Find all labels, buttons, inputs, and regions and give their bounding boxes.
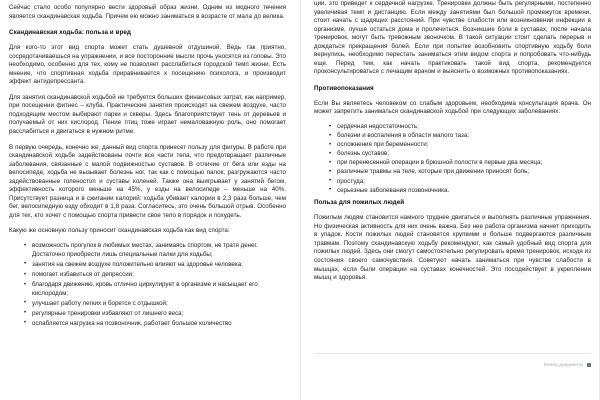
list-item: • возможность прогулок в любимых местах, занимаясь спортом, не тратя денег. Достаточно приобрести лишь специальные палки для ходьбы; <box>31 242 286 259</box>
end-of-document-row <box>314 362 591 367</box>
section-heading-elderly-benefits: Польза для пожилых людей <box>314 199 405 207</box>
list-item: • ослабляется нагрузка на позвоночник, работает большое количество <box>31 320 286 329</box>
list-item: • благодаря движению, кровь отлично циркулирует в организме и насыщает его кислородом; <box>31 281 286 298</box>
contraindications-list <box>314 123 591 195</box>
end-of-document-label: Конец документа <box>544 362 583 367</box>
list-item: • улучшает работу легких и борется с отдышкой; <box>31 300 286 309</box>
square-marker-icon <box>587 363 591 367</box>
list-item: • сердечная недостаточность; <box>336 123 591 132</box>
paragraph-training-regularity: ции, это приведет к сердечной нагрузке. Тренировки должны быть регулярными, постепенно увеличивая темп и дистанцию. Если между занятиями был большой промежуток времени, стоит начать с щадящих расстояний. При чувстве слабости или возникновении инфекции в организме, лучше остаться дома и пролечиться. Возникшие боли в суставах, после начала тренировок, могут быть тревожным звоночком. В такой ситуации стоит сделать перерыв и дождаться прекращения болей. Если при попытке возобновить спортивную ходьбу боли вернулись, необходимо перестать заниматься этим видом спорта и попробовать что-нибудь еще. Перед тем, как начать практиковать такой вид спорта, рекомендуется проконсультироваться с лечащим врачом и выяснить о возможных противопоказаниях. <box>314 0 591 76</box>
paragraph-body-benefits: В первую очередь, конечно же, данный вид спорта принесет пользу для фигуры. В работе при скандинавской ходьбе задействованы почти все части тела, что предотвращает различные заболевания, связанные с малой подвижностью суставов. В отличие от бега или езды на велосипеде, ходьба не вызывает болезнь ног, так как с помощью палок, разгружаются часто задействованные голеностоп и суставы коленей. Также она выигрывает у занятий бегом, эффективность которого меньше на 45%, у езды на велосипеде – меньше на 40%. Присутствует разница и в сжигании калорий: ходьба убивает калории в 2,3 раза больше, чем бег, велосипедную езду обходит в 1,8 раза. Согласитесь, это очень большой отрыв. Особенно для тех, кто хочет с помощью спорта привести свое тело в порядок и похудеть. <box>9 143 286 219</box>
paragraph-elderly-benefits: Пожилым людям становится намного труднее двигаться и выполнять различные упражнения. Но физическая активность для них очень важна. Без нее работа организма начнет приходить в упадок. Кости пожилых людей становятся хрупкими и больше подвергаются различным травмам. Поэтому скандинавскую ходьбу рекомендуют, как самый удобный вид спорта для пожилых людей. Здесь они смогут самостоятельно регулировать время тренировок, исходя из состояния своего самочувствия. Советуют начать заниматься при чувстве слабости в мышцах, если были операции на суставах конечностей. Это посодействует в укреплении мышц и здоровья. <box>314 214 591 282</box>
list-item: • занятия на свежем воздухе положительно влияют на здоровье человека; <box>31 261 286 270</box>
list-item: • серьезные заболевания позвоночника. <box>336 187 591 196</box>
benefits-list <box>9 242 286 328</box>
footer-divider <box>314 353 591 354</box>
list-item: • простуда; <box>336 178 591 187</box>
paragraph-low-cost: Для занятия скандинавской ходьбой не требуется больших финансовых затрат, как например, при посещении фитнес – клуба. Практические занятия происходят на свежем воздухе, часто подходящим местом выбирают парки и скверы. Здесь благоприятствует тень от деревьев и получаемый от них кислород. Пение птиц тоже играет немаловажную роль, оно помогает расслабиться и двигаться в нужном ритме. <box>9 93 286 136</box>
section-heading-contraindications: Противопоказания <box>314 84 374 92</box>
list-item: • помогает избавиться от депрессии; <box>31 271 286 280</box>
paragraph-list-lead-in: Какую же основную пользу приносит скандинавская ходьба как вид спорта: <box>9 227 230 235</box>
list-item: • регулярные тренировки избавляют от лишнего веса; <box>31 310 286 319</box>
list-item: • осложнения при беременности; <box>336 141 591 150</box>
document-footer <box>314 353 591 377</box>
section-heading-benefits-and-harm: Скандинавская ходьба: польза и вред <box>9 29 131 37</box>
paragraph-mental-relief: Для кого-то этот вид спорта может стать душевной отдушиной. Ведь так приятно, сосредотачиваешься на упражнении, и все посторонние мысли прочь уносятся из головы. Это необходимо, особенно для тех, кому не позволяет расслабиться городской темп жизни. Есть мнение, что спортивная ходьба приравнивается к посещению психолога, и производит эффект антидепрессанта. <box>9 44 286 86</box>
list-item: • при перенесенной операции в брюшной полости в первые два месяца; <box>336 159 591 168</box>
document-column-right[interactable] <box>300 0 600 400</box>
list-item: • болезнь суставов; <box>336 150 591 159</box>
list-item: • различные травмы на теле, которые при движении приносят боль; <box>336 168 591 177</box>
paragraph-intro: Сейчас стало особо популярно вести здоровый образ жизни. Одним из модного течения является скандинавская ходьба. Причем ею можно заниматься в возрасте от мала до велика. <box>9 4 286 20</box>
paragraph-doctor-consultation: Если Вы являетесь человеком со слабым здоровьем, необходима консультация врача. Он может запретить заниматься скандинавской ходьбой при следующих заболеваниях: <box>314 99 591 116</box>
list-item: • болезни и воспаления в области малого таза; <box>336 132 591 141</box>
